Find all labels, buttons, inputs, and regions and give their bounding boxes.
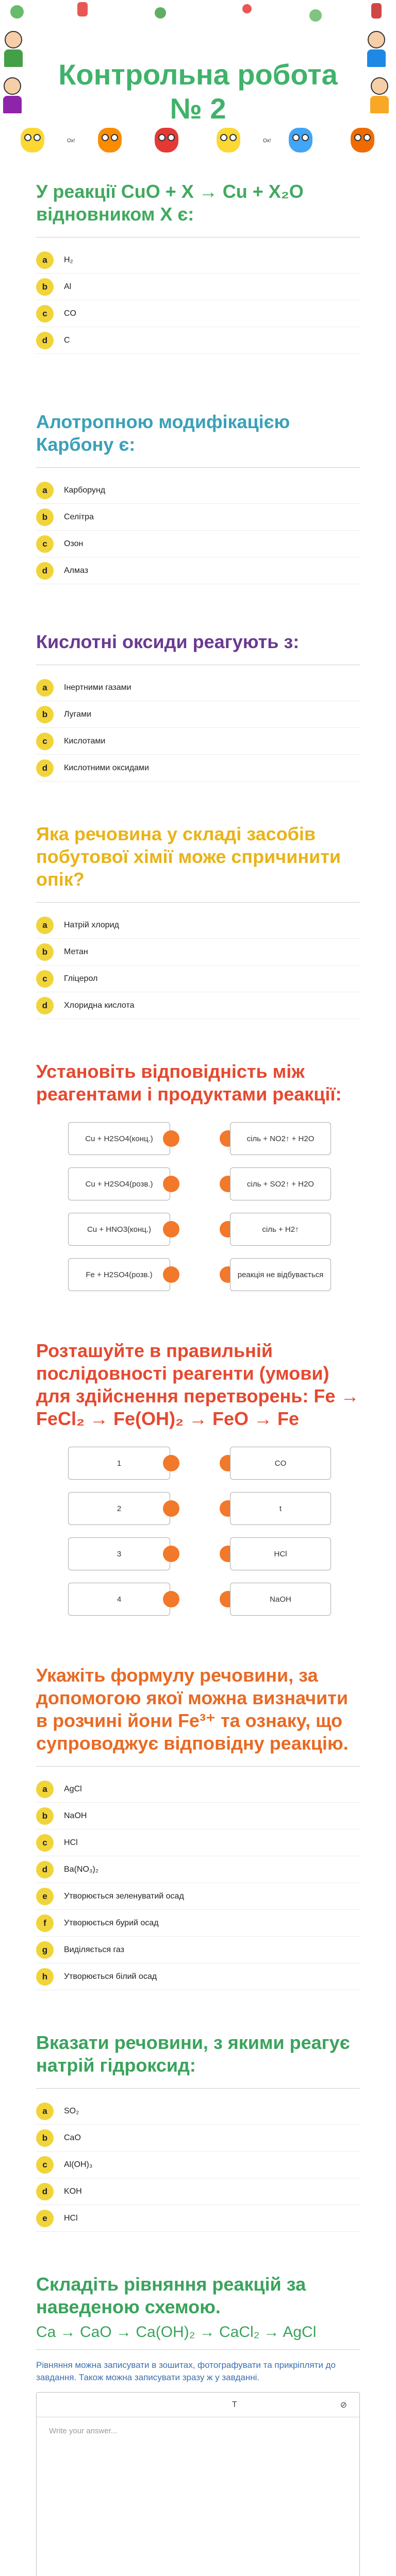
option-label: Натрій хлорид — [64, 920, 119, 929]
question-title: Складіть рівняння реакцій за наведеною схемою. — [36, 2274, 306, 2317]
order-item[interactable]: HCl — [230, 1537, 331, 1570]
question-8 — [0, 2011, 396, 2252]
option-a[interactable] — [36, 912, 360, 939]
option-c[interactable] — [36, 1829, 360, 1856]
answer-box — [36, 2392, 360, 2576]
order-row — [36, 1578, 360, 1623]
option-label: Утворюється білий осад — [64, 1972, 157, 1981]
connector-dot[interactable] — [163, 1221, 179, 1238]
option-label: Селітра — [64, 512, 94, 521]
option-a[interactable] — [36, 2098, 360, 2125]
question-3 — [0, 605, 396, 802]
option-a[interactable] — [36, 1776, 360, 1803]
option-d[interactable] — [36, 1856, 360, 1883]
question-title: У реакції CuO + X → Cu + X₂O відновником X є: — [36, 181, 304, 225]
leaf-decoration — [309, 9, 322, 22]
question-7 — [0, 1643, 396, 2011]
option-label: CaO — [64, 2133, 81, 2142]
option-letter: b — [36, 278, 54, 296]
option-letter: b — [36, 943, 54, 961]
answer-toolbar — [37, 2393, 359, 2417]
question-title: Алотропною модифікацією Карбону є: — [36, 411, 290, 455]
question-title: Розташуйте в правильній послідовності реагенти (умови) для здійснення перетворень: Fe → FeCl₂ → Fe(OH)₂ → FeO → Fe — [36, 1340, 359, 1429]
option-letter: g — [36, 1941, 54, 1959]
order-row — [36, 1487, 360, 1532]
option-h[interactable] — [36, 1963, 360, 1990]
text-format-icon[interactable]: T — [232, 2400, 237, 2409]
option-label: Хлоридна кислота — [64, 1001, 135, 1010]
connector-dot[interactable] — [163, 1591, 179, 1607]
option-label: C — [64, 335, 70, 345]
option-b[interactable] — [36, 2125, 360, 2151]
match-row — [36, 1208, 360, 1253]
order-slot: 4 — [68, 1583, 170, 1616]
divider — [36, 902, 360, 903]
option-letter: h — [36, 1968, 54, 1986]
order-slot: 3 — [68, 1537, 170, 1570]
leaf-decoration — [155, 7, 166, 19]
reaction-scheme: Ca → CaO → Ca(OH)₂ → CaCl₂ → AgCl — [36, 2324, 317, 2341]
option-label: Виділяється газ — [64, 1945, 124, 1954]
question-9 — [0, 2252, 396, 2576]
order-item[interactable]: NaOH — [230, 1583, 331, 1616]
match-item-left[interactable]: Fe + H2SO4(розв.) — [68, 1258, 170, 1291]
match-item-right[interactable]: сіль + H2↑ — [230, 1213, 331, 1246]
option-letter: a — [36, 1781, 54, 1798]
option-label: HCl — [64, 1838, 78, 1847]
option-c[interactable] — [36, 300, 360, 327]
order-item[interactable]: t — [230, 1492, 331, 1525]
option-c[interactable] — [36, 531, 360, 557]
connector-dot[interactable] — [163, 1546, 179, 1562]
match-item-right[interactable]: сіль + SO2↑ + H2O — [230, 1167, 331, 1200]
owl-icon — [217, 128, 240, 152]
option-letter: d — [36, 2183, 54, 2200]
divider — [36, 2088, 360, 2089]
option-letter: e — [36, 2210, 54, 2227]
option-label: Ba(NO₃)₂ — [64, 1865, 98, 1874]
option-label: Утворюється бурий осад — [64, 1918, 159, 1927]
question-4 — [0, 802, 396, 1040]
option-letter: d — [36, 997, 54, 1014]
option-g[interactable] — [36, 1937, 360, 1963]
option-label: Гліцерол — [64, 974, 98, 983]
question-2 — [0, 375, 396, 605]
flask-decoration — [77, 2, 88, 16]
sticker-text: Ох! — [67, 138, 75, 144]
option-label: H₂ — [64, 255, 73, 264]
option-label: Алмаз — [64, 566, 89, 575]
option-label: AgCl — [64, 1784, 82, 1793]
leaf-decoration — [10, 5, 24, 19]
option-label: HCl — [64, 2213, 78, 2223]
option-label: NaOH — [64, 1811, 87, 1820]
owl-icon — [351, 128, 374, 152]
option-b[interactable] — [36, 504, 360, 531]
option-c[interactable] — [36, 965, 360, 992]
option-letter: a — [36, 917, 54, 934]
option-letter: a — [36, 482, 54, 499]
option-letter: c — [36, 305, 54, 323]
option-letter: d — [36, 759, 54, 777]
match-row — [36, 1162, 360, 1208]
option-label: Кислотами — [64, 736, 106, 745]
option-letter: a — [36, 2103, 54, 2120]
option-a[interactable] — [36, 477, 360, 504]
option-letter: b — [36, 706, 54, 723]
connector-dot[interactable] — [163, 1130, 179, 1147]
owl-icon — [21, 128, 44, 152]
option-label: Метан — [64, 947, 88, 956]
option-label: Озон — [64, 539, 84, 548]
owl-icon — [289, 128, 312, 152]
option-label: Інертними газами — [64, 683, 131, 692]
order-slot: 1 — [68, 1447, 170, 1480]
option-label: Карборунд — [64, 485, 106, 495]
option-letter: d — [36, 1861, 54, 1878]
option-d[interactable] — [36, 992, 360, 1019]
divider — [36, 2349, 360, 2350]
option-label: Лугами — [64, 709, 91, 719]
option-label: CO — [64, 309, 76, 318]
option-label: Кислотними оксидами — [64, 763, 149, 772]
flask-decoration — [371, 3, 382, 19]
option-letter: a — [36, 251, 54, 269]
answer-input[interactable]: Write your answer... — [49, 2427, 118, 2435]
question-title: Укажіть формулу речовини, за допомогою якої можна визначити в розчині йони Fe³⁺ та ознаку, що супроводжує відповідну реакцію. — [36, 1665, 349, 1754]
option-c[interactable] — [36, 728, 360, 755]
option-d[interactable] — [36, 2178, 360, 2205]
header-banner — [0, 0, 396, 155]
match-row — [36, 1253, 360, 1298]
option-letter: e — [36, 1888, 54, 1905]
option-f[interactable] — [36, 1910, 360, 1937]
option-a[interactable] — [36, 247, 360, 274]
option-letter: d — [36, 562, 54, 580]
order-row — [36, 1442, 360, 1487]
option-letter: c — [36, 1834, 54, 1852]
clear-format-icon[interactable]: ⊘ — [340, 2400, 347, 2410]
option-label: SO₂ — [64, 2106, 79, 2115]
divider — [36, 1766, 360, 1767]
option-d[interactable] — [36, 557, 360, 584]
option-b[interactable] — [36, 939, 360, 965]
option-label: KOH — [64, 2187, 82, 2196]
divider — [36, 237, 360, 238]
option-letter: b — [36, 509, 54, 526]
option-letter: a — [36, 679, 54, 697]
apple-decoration — [242, 4, 252, 13]
connector-dot[interactable] — [163, 1266, 179, 1283]
connector-dot[interactable] — [163, 1176, 179, 1192]
order-slot: 2 — [68, 1492, 170, 1525]
match-item-right[interactable]: реакція не відбувається — [230, 1258, 331, 1291]
option-label: Al — [64, 282, 72, 291]
match-item-right[interactable]: сіль + NO2↑ + H2O — [230, 1122, 331, 1155]
question-6 — [0, 1319, 396, 1643]
connector-dot[interactable] — [163, 1500, 179, 1517]
match-item-left[interactable]: Cu + H2SO4(конц.) — [68, 1122, 170, 1155]
sticker-text: Ох! — [263, 138, 271, 144]
option-label: Al(OH)₃ — [64, 2160, 93, 2169]
owl-icon — [98, 128, 122, 152]
option-c[interactable] — [36, 2151, 360, 2178]
connector-dot[interactable] — [163, 1455, 179, 1471]
page-title: Контрольна робота № 2 — [58, 58, 338, 125]
option-letter: c — [36, 970, 54, 988]
option-b[interactable] — [36, 274, 360, 300]
question-note: Рівняння можна записувати в зошитах, фотографувати та прикріпляти до завдання. Також можна записувати зразу ж у завданні. — [36, 2360, 336, 2382]
question-title: Кислотні оксиди реагують з: — [36, 631, 300, 652]
owl-icon — [155, 128, 178, 152]
order-row — [36, 1532, 360, 1578]
option-letter: b — [36, 2129, 54, 2147]
option-letter: c — [36, 733, 54, 750]
question-title: Установіть відповідність між реагентами і продуктами реакції: — [36, 1061, 342, 1105]
option-b[interactable] — [36, 1803, 360, 1829]
divider — [36, 467, 360, 468]
option-letter: d — [36, 332, 54, 349]
question-5 — [0, 1040, 396, 1319]
question-title: Вказати речовини, з якими реагує натрій гідроксид: — [36, 2032, 350, 2076]
match-row — [36, 1117, 360, 1162]
question-1 — [0, 155, 396, 375]
option-label: Утворюється зеленуватий осад — [64, 1891, 184, 1901]
option-d[interactable] — [36, 327, 360, 354]
option-letter: c — [36, 2156, 54, 2174]
question-title: Яка речовина у складі засобів побутової хімії може спричинити опік? — [36, 823, 341, 890]
option-d[interactable] — [36, 755, 360, 782]
match-item-left[interactable]: Cu + HNO3(конц.) — [68, 1213, 170, 1246]
match-item-left[interactable]: Cu + H2SO4(розв.) — [68, 1167, 170, 1200]
option-b[interactable] — [36, 701, 360, 728]
option-letter: b — [36, 1807, 54, 1825]
order-item[interactable]: CO — [230, 1447, 331, 1480]
option-letter: f — [36, 1914, 54, 1932]
option-letter: c — [36, 535, 54, 553]
option-e[interactable] — [36, 2205, 360, 2232]
option-a[interactable] — [36, 674, 360, 701]
option-e[interactable] — [36, 1883, 360, 1910]
